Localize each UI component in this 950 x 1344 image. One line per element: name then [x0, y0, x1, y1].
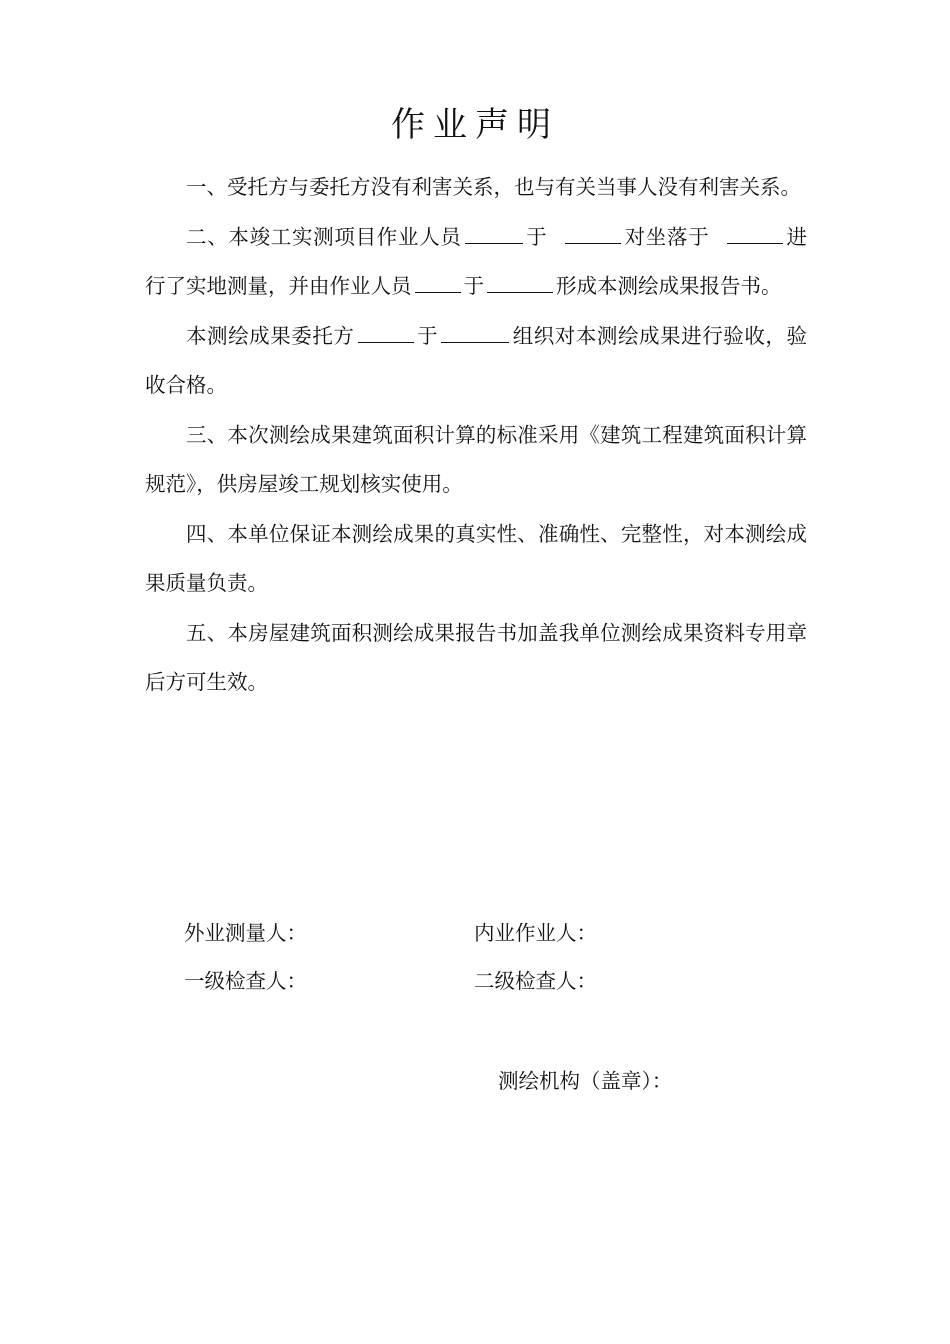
second-checker-label: 二级检查人：	[474, 969, 597, 993]
blank-report-date	[487, 268, 553, 293]
paragraph-3	[145, 312, 807, 411]
paragraph-2	[145, 213, 807, 312]
p3-text-b: 于	[416, 323, 439, 348]
first-checker-label: 一级检查人：	[184, 969, 307, 993]
p2-text-e: 于	[463, 274, 484, 298]
blank-client	[358, 318, 414, 343]
field-surveyor-label: 外业测量人：	[184, 921, 307, 945]
p2-text-c: 对坐落于	[623, 224, 710, 249]
p3-text-c: 组织对本测绘成果进行验收，验收合格。	[145, 323, 807, 397]
paragraph-1: 一、受托方与委托方没有利害关系，也与有关当事人没有利害关系。	[186, 175, 801, 199]
blank-office-worker	[415, 268, 461, 293]
paragraph-4: 三、本次测绘成果建筑面积计算的标准采用《建筑工程建筑面积计算规范》，供房屋竣工规划核实使用。	[145, 422, 807, 496]
paragraph-6: 五、本房屋建筑面积测绘成果报告书加盖我单位测绘成果资料专用章后方可生效。	[145, 620, 807, 694]
p2-text-f: 形成本测绘成果报告书。	[556, 274, 782, 298]
blank-location	[727, 219, 783, 244]
blank-field-surveyor	[465, 219, 523, 244]
office-worker-label: 内业作业人：	[474, 921, 597, 945]
statement-body	[145, 163, 807, 708]
p2-text-a: 二、本竣工实测项目作业人员	[186, 224, 462, 249]
blank-survey-date	[565, 219, 621, 244]
organization-seal-label: 测绘机构（盖章）：	[498, 1069, 673, 1093]
document-title: 作业声明	[391, 105, 559, 145]
paragraph-5: 四、本单位保证本测绘成果的真实性、准确性、完整性，对本测绘成果质量负责。	[145, 521, 807, 595]
blank-acceptance-date	[441, 318, 509, 343]
p2-text-d: 进行了实地测量，并由作业人员	[145, 224, 808, 298]
p3-text-a: 本测绘成果委托方	[186, 323, 355, 348]
p2-text-b: 于	[525, 224, 548, 249]
